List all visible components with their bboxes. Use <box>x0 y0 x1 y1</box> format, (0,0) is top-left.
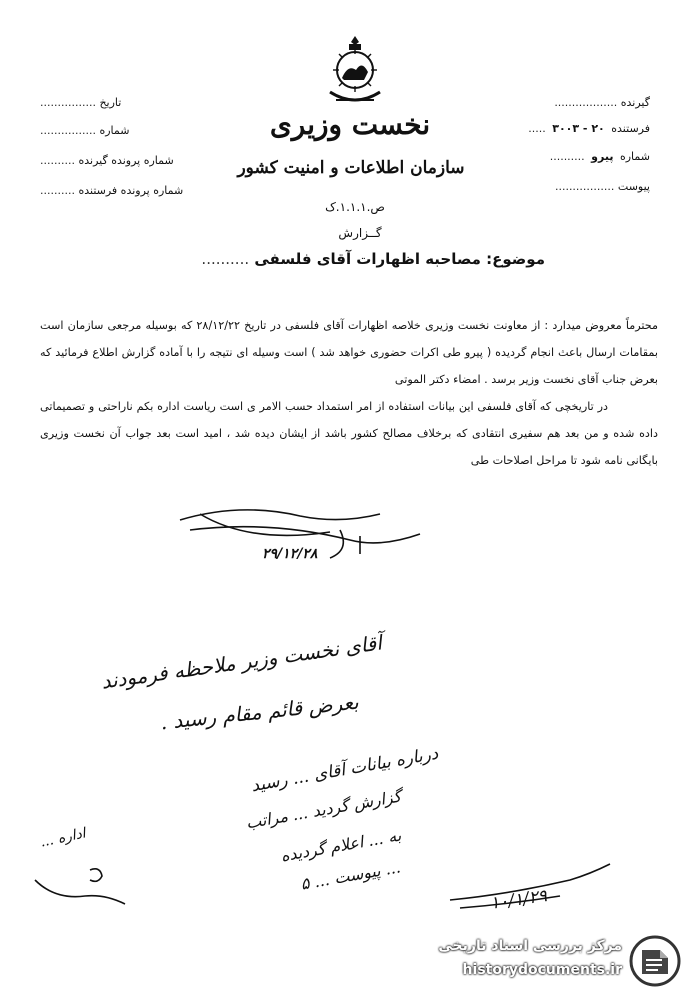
field-label: تاریخ <box>99 96 122 109</box>
handwritten-date: ۱۰/۱/۲۹ <box>488 886 549 914</box>
field-label: شماره <box>619 150 650 163</box>
number-field: شماره پیرو .......... <box>549 150 650 163</box>
subject-label: موضوع <box>492 250 545 268</box>
handwritten-line-5: به ... اعلام گردیده <box>279 825 403 866</box>
handwritten-line-4: گزارش گردید ... مراتب <box>244 786 403 833</box>
date-field: تاریخ ................ <box>40 96 122 109</box>
report-label: گــزارش <box>338 226 382 240</box>
watermark-site: historydocuments.ir <box>462 962 622 978</box>
handwritten-flourish-icon <box>30 860 130 910</box>
handwritten-line-7: اداره ... <box>38 825 88 851</box>
field-label: شماره <box>99 124 130 137</box>
org-subtitle: سازمان اطلاعات و امنیت کشور <box>237 158 465 178</box>
field-label: پیوست <box>617 180 650 193</box>
field-value: ۲۰ - ۳۰۰۳ <box>552 122 605 135</box>
field-label: فرستنده <box>611 122 650 135</box>
sender-file-field: شماره پرونده فرستنده .......... <box>40 184 184 197</box>
recipient-field: گیرنده .................. <box>554 96 650 109</box>
field-label: گیرنده <box>620 96 650 109</box>
field-label: شماره پرونده گیرنده <box>78 154 174 167</box>
subject-value: مصاحبه اظهارات آقای فلسفی <box>254 250 481 268</box>
field-label: شماره پرونده فرستنده <box>78 184 184 197</box>
report-body <box>40 312 658 474</box>
watermark-org-name: مرکز بررسی اسناد تاریخی <box>438 938 622 954</box>
signature-date: ۲۹/۱۲/۲۸ <box>262 546 318 562</box>
handwritten-line-2: بعرض قائم مقام رسید . <box>159 689 360 735</box>
handwritten-line-3: درباره بیانات آقای ... رسید <box>249 743 440 797</box>
history-documents-logo-icon <box>628 934 682 988</box>
left-number-field: شماره ................ <box>40 124 130 137</box>
body-paragraph-1: محترماً معروض میدارد : از معاونت نخست وزیری خلاصه اظهارات آقای فلسفی در تاریخ ۲۸/۱۲/۲۲ که بوسیله مرجعی سازمان است بمقامات ارسال باعث انجام گردیده ( پیرو طی اکرات حضوری خواهد شد ) است وسیله ای نتیجه را با آماده گزارش اطلاع فرمائید که بعرض جناب آقای نخست وزیر برسد . امضاء دکتر الموتی <box>40 319 658 386</box>
handwritten-line-6: ... پیوست ... ۵ <box>299 857 402 894</box>
body-paragraph-2: در تاریخچی که آقای فلسفی این بیانات استفاده از امر استمداد حسب الامر ی است ریاست اداره بکم ناراحتی و تصمیماتی داده شده و من بعد هم سفیری انتقادی که برخلاف مصالح کشور باشد از ایشان دیده شد ، امید است بعد جواب آن نخست وزیری بایگانی نامه شود تا مراحل اصلاحات طی <box>40 400 658 467</box>
attachment-field: پیوست ................. <box>554 180 650 193</box>
watermark <box>410 930 690 990</box>
lion-and-sun-emblem-icon <box>322 34 388 110</box>
org-title: نخست وزیری <box>269 108 431 141</box>
subject-line: موضوع: مصاحبه اظهارات آقای فلسفی .......... <box>201 250 545 268</box>
sender-field: فرستنده ۲۰ - ۳۰۰۳ ..... <box>528 122 650 135</box>
field-value: پیرو <box>591 150 614 163</box>
reference-number: ص.۱.۱.۱.ک <box>325 200 385 214</box>
recipient-file-field: شماره پرونده گیرنده .......... <box>40 154 174 167</box>
handwritten-line-1: آقای نخست وزیر ملاحظه فرمودند <box>99 630 384 694</box>
